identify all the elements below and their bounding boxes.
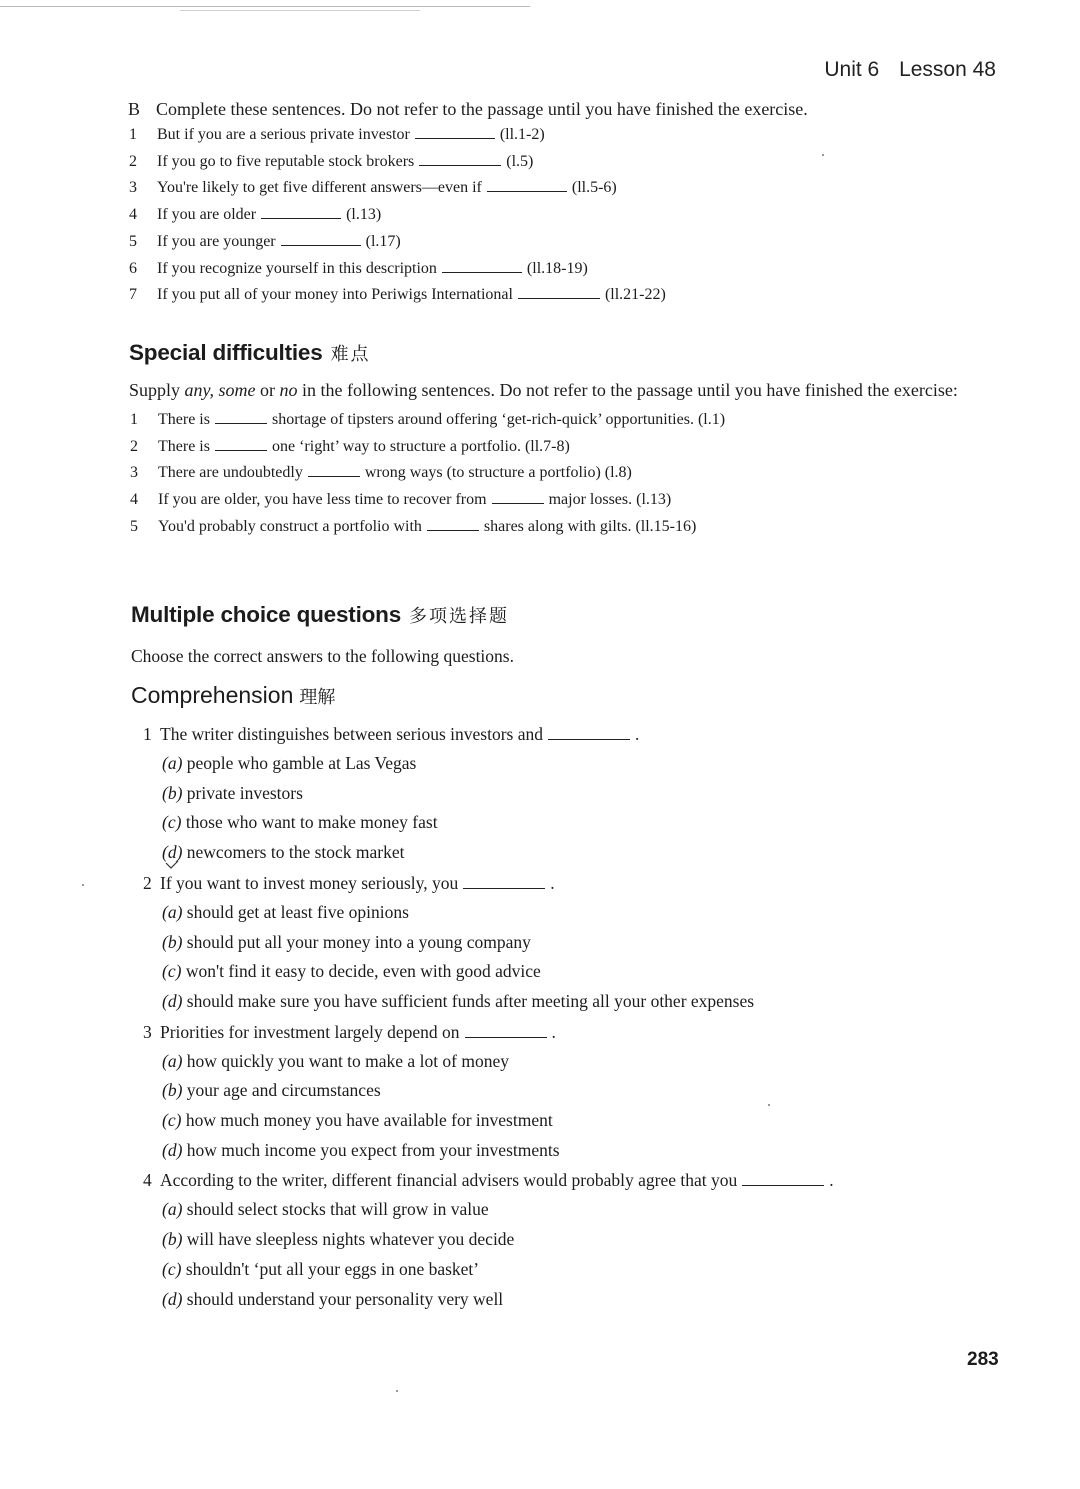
answer-blank[interactable] <box>442 259 522 273</box>
special-instruction: Supply any, some or no in the following sentences. Do not refer to the passage until you have finished the exercise: <box>129 380 958 400</box>
subsection-heading: Comprehension 理解 <box>131 682 336 708</box>
exercise-item: 5 If you are younger (l.17) <box>129 232 401 250</box>
answer-blank[interactable] <box>281 232 361 246</box>
section-heading: Multiple choice questions 多项选择题 <box>131 602 510 627</box>
exercise-item: 4 If you are older, you have less time to recover from major losses. (l.13) <box>130 491 672 509</box>
answer-option[interactable]: (c) shouldn't ‘put all your eggs in one basket’ <box>162 1258 480 1279</box>
answer-blank[interactable] <box>742 1172 824 1186</box>
exercise-item: 2 If you go to five reputable stock brokers (l.5) <box>129 152 534 170</box>
answer-option[interactable]: (a) how quickly you want to make a lot of money <box>162 1050 510 1071</box>
scan-edge-line <box>0 6 530 7</box>
answer-option[interactable]: (d) should make sure you have sufficient funds after meeting all your other expenses <box>162 990 755 1011</box>
scan-speck <box>396 1390 398 1392</box>
scan-speck <box>822 154 824 156</box>
answer-option[interactable]: (a) people who gamble at Las Vegas <box>162 753 417 773</box>
section-b-instruction: B Complete these sentences. Do not refer to the passage until you have finished the exercise. <box>128 96 1008 122</box>
section-letter: B <box>128 99 141 119</box>
scan-speck <box>768 1104 770 1106</box>
answer-option[interactable]: (d) newcomers to the stock market <box>143 838 1011 868</box>
exercise-item: 2 There is one ‘right’ way to structure a portfolio. (ll.7-8) <box>130 437 570 455</box>
answer-blank[interactable] <box>463 875 545 889</box>
answer-option[interactable]: (b) will have sleepless nights whatever you decide <box>162 1229 515 1250</box>
answer-blank[interactable] <box>215 410 267 424</box>
exercise-item: 3 You're likely to get five different answers—even if (ll.5-6) <box>129 179 617 197</box>
scan-edge-line <box>180 10 420 11</box>
special-difficulties-section <box>129 340 1009 541</box>
answer-blank[interactable] <box>548 726 630 740</box>
exercise-item: 1 But if you are a serious private investor (ll.1-2) <box>129 126 545 143</box>
question: 3 Priorities for investment largely depend on . (a) how quickly you want to make a lot of money (b) your age and circumstances (c) how much money you have available for investment (d) how much income you expect from your investments <box>143 1017 1011 1166</box>
answer-blank[interactable] <box>419 152 501 166</box>
section-heading: Special difficulties 难点 <box>129 340 371 365</box>
exercise-item: 7 If you put all of your money into Periwigs International (ll.21-22) <box>129 286 666 304</box>
answer-blank[interactable] <box>261 205 341 219</box>
scan-speck <box>82 884 84 886</box>
answer-blank[interactable] <box>487 178 567 192</box>
question: 4 According to the writer, different financial advisers would probably agree that you . (a) should select stocks that will grow in value (b) will have sleepless nights whatever you decide (c) shouldn't ‘put all your eggs in one basket’ (d) should understand your personality very well <box>143 1165 1011 1314</box>
exercise-item: 3 There are undoubtedly wrong ways (to structure a portfolio) (l.8) <box>130 464 632 482</box>
answer-option[interactable]: (b) your age and circumstances <box>162 1080 381 1101</box>
answer-blank[interactable] <box>465 1024 547 1038</box>
answer-blank[interactable] <box>427 517 479 531</box>
answer-option[interactable]: (c) those who want to make money fast <box>162 812 438 833</box>
answer-option[interactable]: (d) how much income you expect from your investments <box>162 1139 560 1160</box>
unit-label: Unit 6 <box>824 58 880 81</box>
answer-option[interactable]: (c) how much money you have available for investment <box>162 1110 553 1131</box>
lesson-label: Lesson 48 <box>899 58 996 81</box>
answer-option[interactable]: (d) should understand your personality very well <box>162 1288 504 1309</box>
multiple-instruction: Choose the correct answers to the following questions. <box>131 646 514 666</box>
exercise-item: 1 There is shortage of tipsters around offering ‘get-rich-quick’ opportunities. (l.1) <box>130 411 726 428</box>
answer-option[interactable]: (b) private investors <box>162 782 303 803</box>
exercise-item: 6 If you recognize yourself in this description (ll.18-19) <box>129 259 588 277</box>
exercise-item: 4 If you are older (l.13) <box>129 206 382 224</box>
answer-blank[interactable] <box>518 285 600 299</box>
answer-option[interactable]: (a) should get at least five opinions <box>162 901 409 922</box>
question: 1 The writer distinguishes between serious investors and . (a) people who gamble at Las Vegas (b) private investors (c) those who want to make money fast (d) newcomers to the stock market <box>143 719 1011 868</box>
page-number: 283 <box>967 1349 999 1370</box>
answer-blank[interactable] <box>308 463 360 477</box>
exercise-item: 5 You'd probably construct a portfolio with shares along with gilts. (ll.15-16) <box>130 517 697 535</box>
answer-blank[interactable] <box>492 490 544 504</box>
question: 2 If you want to invest money seriously, you . (a) should get at least five opinions (b) should put all your money into a young company (c) won't find it easy to decide, even with good advice (d) should make sure you have sufficient funds after meeting all your other expenses <box>143 868 1011 1017</box>
page-header <box>824 58 996 82</box>
answer-option[interactable]: (a) should select stocks that will grow in value <box>162 1199 489 1220</box>
answer-option[interactable]: (c) won't find it easy to decide, even with good advice <box>162 961 541 982</box>
section-b <box>128 96 1008 309</box>
answer-option[interactable]: (b) should put all your money into a young company <box>162 931 531 952</box>
multiple-choice-section <box>131 602 1011 1314</box>
answer-blank[interactable] <box>415 125 495 139</box>
answer-blank[interactable] <box>215 437 267 451</box>
